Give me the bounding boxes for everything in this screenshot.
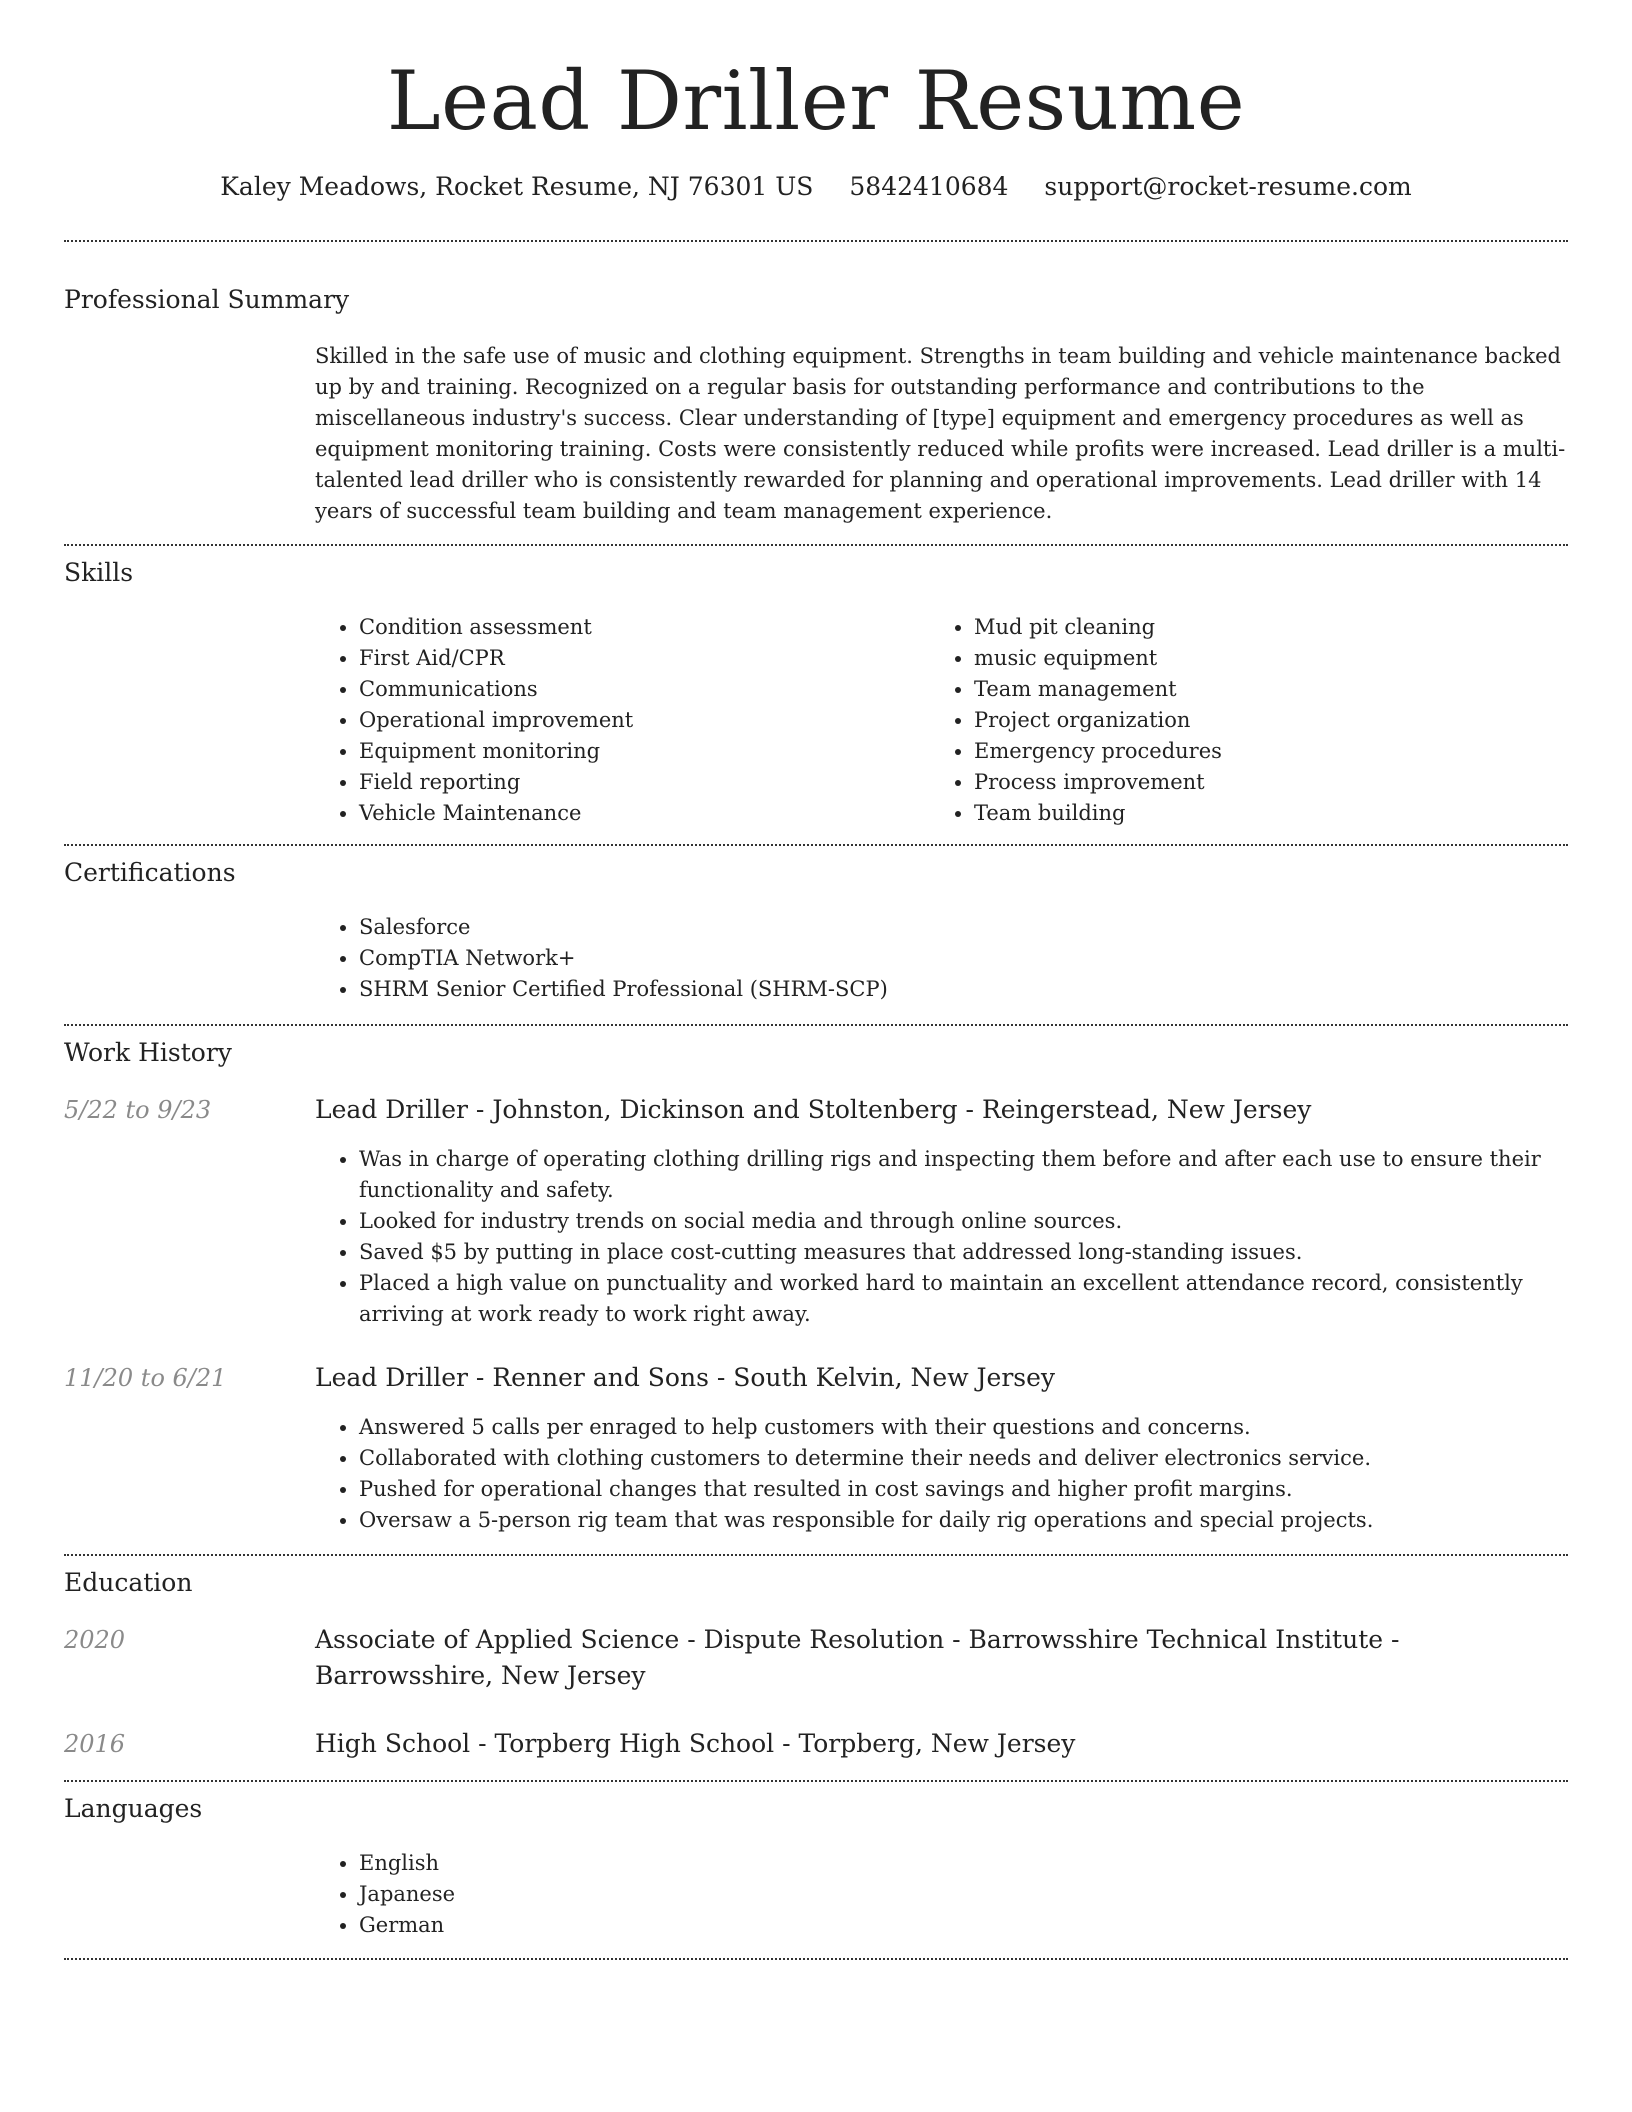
languages-list [315,1848,1559,1941]
job-title: Lead Driller - Johnston, Dickinson and Stoltenberg - Reingerstead, New Jersey [315,1095,1312,1124]
skill-item: • Team building [974,798,1534,829]
section-heading-education: Education [64,1568,193,1597]
page-title: Lead Driller Resume [386,55,1246,149]
certification-item: • CompTIA Network+ [359,943,1559,974]
section-divider [64,1024,1568,1026]
section-divider [64,240,1568,242]
skill-item: • Condition assessment [359,612,919,643]
certification-item: • SHRM Senior Certified Professional (SHRM-SCP) [359,974,1559,1005]
section-divider [64,544,1568,546]
skill-item: • Emergency procedures [974,736,1534,767]
education-entry [315,1622,1570,1694]
section-heading-languages: Languages [64,1794,203,1823]
job-bullets [315,1144,1570,1330]
education-entry [315,1726,1570,1762]
skill-item: • Team management [974,674,1534,705]
skills-list-left [315,612,919,829]
contact-email: support@rocket-resume.com [1044,172,1412,201]
section-divider [64,844,1568,846]
skill-item: • Mud pit cleaning [974,612,1534,643]
job-bullet: • Looked for industry trends on social media and through online sources. [359,1206,1570,1237]
section-divider [64,1958,1568,1960]
language-item: • German [359,1910,1559,1941]
skill-item: • Project organization [974,705,1534,736]
skills-list-right [930,612,1534,829]
section-divider [64,1780,1568,1782]
job-dates: 11/20 to 6/21 [64,1364,227,1392]
education-school: - Torpberg High School - Torpberg, New Jersey [470,1729,1076,1758]
job-bullet: • Oversaw a 5-person rig team that was responsible for daily rig operations and special projects. [359,1505,1570,1536]
job-bullets [315,1412,1570,1536]
section-heading-work-history: Work History [64,1038,232,1067]
contact-line [0,170,1632,204]
skill-item: • Field reporting [359,767,919,798]
certification-item: • Salesforce [359,912,1559,943]
skill-item: • First Aid/CPR [359,643,919,674]
job-title: Lead Driller - Renner and Sons - South Kelvin, New Jersey [315,1363,1056,1392]
section-heading-summary: Professional Summary [64,285,350,314]
job-bullet: • Was in charge of operating clothing drilling rigs and inspecting them before and after each use to ensure their functionality and safety. [359,1144,1570,1206]
job-bullet: • Placed a high value on punctuality and worked hard to maintain an excellent attendance record, consistently arriving at work ready to work right away. [359,1268,1570,1330]
section-heading-certifications: Certifications [64,858,236,887]
contact-phone: 5842410684 [849,172,1009,201]
contact-address: Kaley Meadows, Rocket Resume, NJ 76301 US [220,172,814,201]
certifications-list [315,912,1559,1005]
summary-text: Skilled in the safe use of music and clothing equipment. Strengths in team building and vehicle maintenance backed up by and training. Recognized on a regular basis for outstanding performance and contributions to the miscellaneous industry's success. Clear understanding of [type] equipment and emergency procedures as well as equipment monitoring training. Costs were consistently reduced while profits were increased. Lead driller is a multi-talented lead driller who is consistently rewarded for planning and operational improvements. Lead driller with 14 years of successful team building and team management experience. [315,344,1566,523]
skill-item: • music equipment [974,643,1534,674]
education-degree: Associate of Applied Science - Dispute Resolution [315,1625,945,1654]
language-item: • Japanese [359,1879,1559,1910]
education-year: 2020 [64,1626,126,1654]
skill-item: • Communications [359,674,919,705]
skill-item: • Process improvement [974,767,1534,798]
language-item: • English [359,1848,1559,1879]
skill-item: • Vehicle Maintenance [359,798,919,829]
job-bullet: • Saved $5 by putting in place cost-cutting measures that addressed long-standing issues. [359,1237,1570,1268]
job-bullet: • Answered 5 calls per enraged to help customers with their questions and concerns. [359,1412,1570,1443]
job-bullet: • Collaborated with clothing customers to determine their needs and deliver electronics service. [359,1443,1570,1474]
skill-item: • Equipment monitoring [359,736,919,767]
section-heading-skills: Skills [64,558,134,587]
job-dates: 5/22 to 9/23 [64,1096,212,1124]
skill-item: • Operational improvement [359,705,919,736]
education-school: - Barrowsshire Technical Institute - Barrowsshire, New Jersey [315,1625,1400,1690]
education-year: 2016 [64,1730,126,1758]
education-degree: High School [315,1729,471,1758]
job-bullet: • Pushed for operational changes that resulted in cost savings and higher profit margins. [359,1474,1570,1505]
section-divider [64,1554,1568,1556]
